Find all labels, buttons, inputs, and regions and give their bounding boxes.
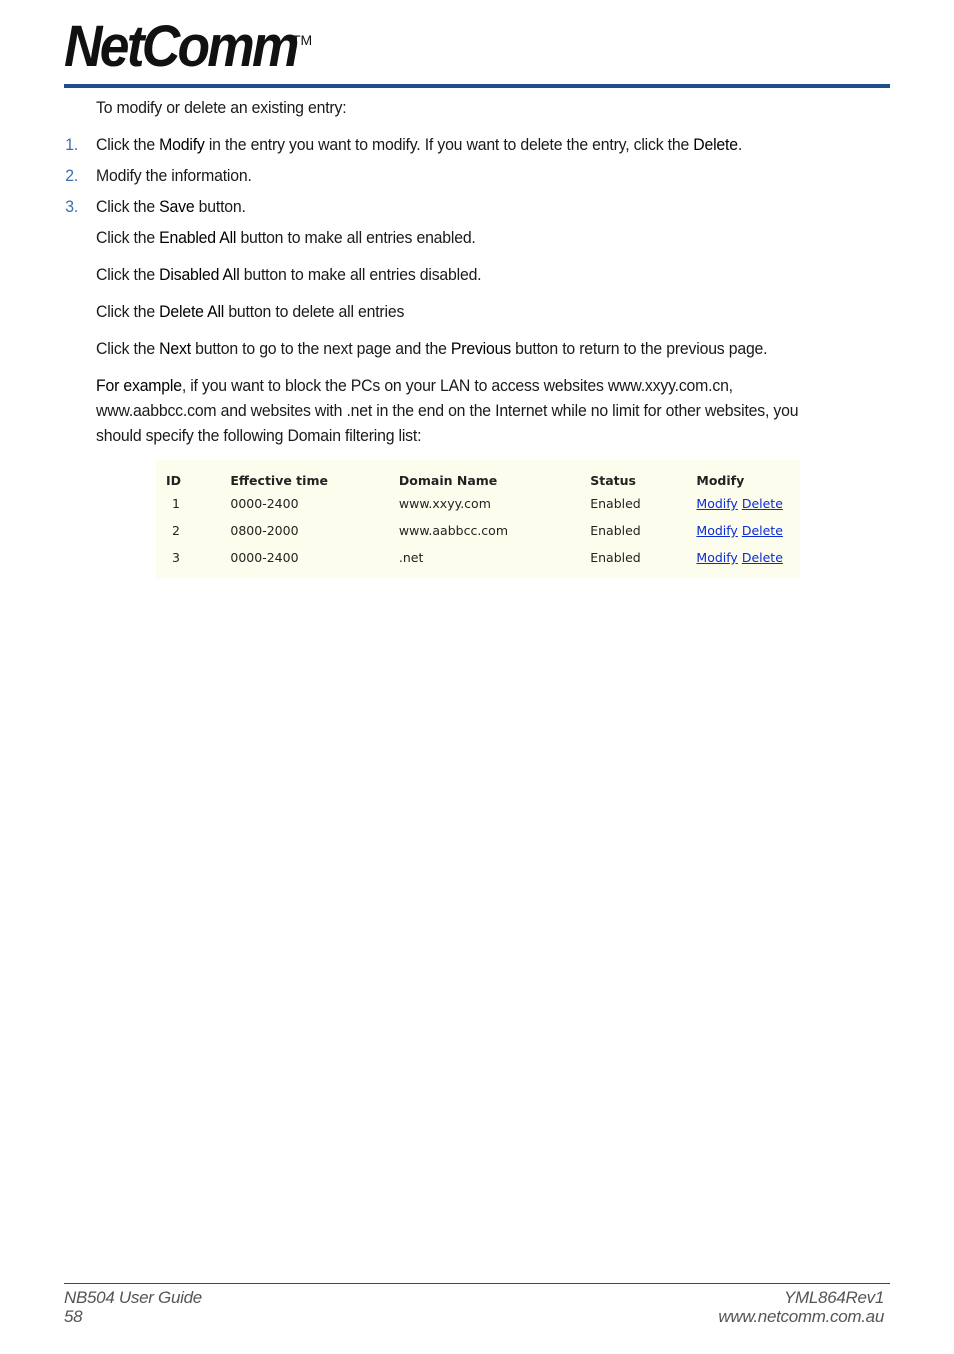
modify-link[interactable]: Modify bbox=[696, 550, 738, 565]
footer-revision: YML864Rev1 bbox=[783, 1288, 884, 1307]
step-number: 1. bbox=[65, 135, 79, 154]
cell-id: 3 bbox=[172, 550, 180, 565]
header-rule bbox=[64, 84, 890, 88]
intro-text: To modify or delete an existing entry: bbox=[96, 98, 347, 117]
delete-link[interactable]: Delete bbox=[741, 550, 783, 565]
cell-effective-time: 0000-2400 bbox=[230, 496, 299, 511]
footer-website: www.netcomm.com.au bbox=[718, 1307, 884, 1326]
cell-id: 1 bbox=[172, 496, 180, 511]
delete-link[interactable]: Delete bbox=[741, 523, 783, 538]
col-header-domain-name: Domain Name bbox=[398, 472, 498, 488]
enabled-all-paragraph: Click the Enabled All button to make all entries enabled. bbox=[96, 228, 476, 247]
trademark-symbol: TM bbox=[292, 32, 313, 48]
table-row bbox=[156, 490, 800, 517]
netcomm-logo: NetComm bbox=[64, 14, 297, 79]
domain-filter-table bbox=[156, 470, 800, 571]
step-item bbox=[65, 163, 836, 188]
footer-left bbox=[64, 1288, 202, 1326]
table-row bbox=[156, 544, 800, 571]
domain-filter-table-panel bbox=[156, 460, 800, 578]
step-text: Modify the information. bbox=[96, 166, 252, 185]
step-number: 3. bbox=[65, 197, 79, 216]
cell-status: Enabled bbox=[590, 550, 641, 565]
step-text: Click the Save button. bbox=[96, 197, 246, 216]
footer-page-number: 58 bbox=[64, 1307, 83, 1326]
col-header-effective-time: Effective time bbox=[230, 472, 328, 488]
modify-link[interactable]: Modify bbox=[696, 523, 738, 538]
disabled-all-paragraph: Click the Disabled All button to make all entries disabled. bbox=[96, 265, 482, 284]
col-header-modify: Modify bbox=[696, 472, 745, 488]
next-previous-paragraph: Click the Next button to go to the next page and the Previous button to return to the previous page. bbox=[96, 339, 768, 358]
cell-id: 2 bbox=[172, 523, 180, 538]
steps-list bbox=[65, 132, 836, 219]
page-content bbox=[65, 95, 836, 460]
cell-effective-time: 0800-2000 bbox=[230, 523, 299, 538]
table-header-row bbox=[156, 470, 800, 490]
delete-all-paragraph: Click the Delete All button to delete all entries bbox=[96, 302, 405, 321]
footer-rule bbox=[64, 1283, 890, 1284]
footer-right bbox=[718, 1288, 884, 1326]
cell-domain-name: www.xxyy.com bbox=[398, 496, 491, 511]
cell-domain-name: www.aabbcc.com bbox=[398, 523, 509, 538]
footer-guide-title: NB504 User Guide bbox=[64, 1288, 202, 1307]
step-number: 2. bbox=[65, 166, 79, 185]
step-item bbox=[65, 194, 836, 219]
modify-link[interactable]: Modify bbox=[696, 496, 738, 511]
cell-actions bbox=[696, 490, 800, 517]
step-item bbox=[65, 132, 836, 157]
table-row bbox=[156, 517, 800, 544]
cell-actions bbox=[696, 517, 800, 544]
delete-link[interactable]: Delete bbox=[741, 496, 783, 511]
col-header-status: Status bbox=[590, 472, 636, 488]
cell-effective-time: 0000-2400 bbox=[230, 550, 299, 565]
step-text: Click the Modify in the entry you want to modify. If you want to delete the entry, click the Delete. bbox=[96, 135, 743, 154]
cell-actions bbox=[696, 544, 800, 571]
cell-domain-name: .net bbox=[398, 550, 424, 565]
example-paragraph: For example, if you want to block the PCs on your LAN to access websites www.xxyy.com.cn, www.aabbcc.com and websites with .net in the end on the Internet while no limit for other websites, you should specify the following Domain filtering list: bbox=[96, 376, 799, 445]
cell-status: Enabled bbox=[590, 523, 641, 538]
col-header-id: ID bbox=[166, 472, 182, 488]
cell-status: Enabled bbox=[590, 496, 641, 511]
